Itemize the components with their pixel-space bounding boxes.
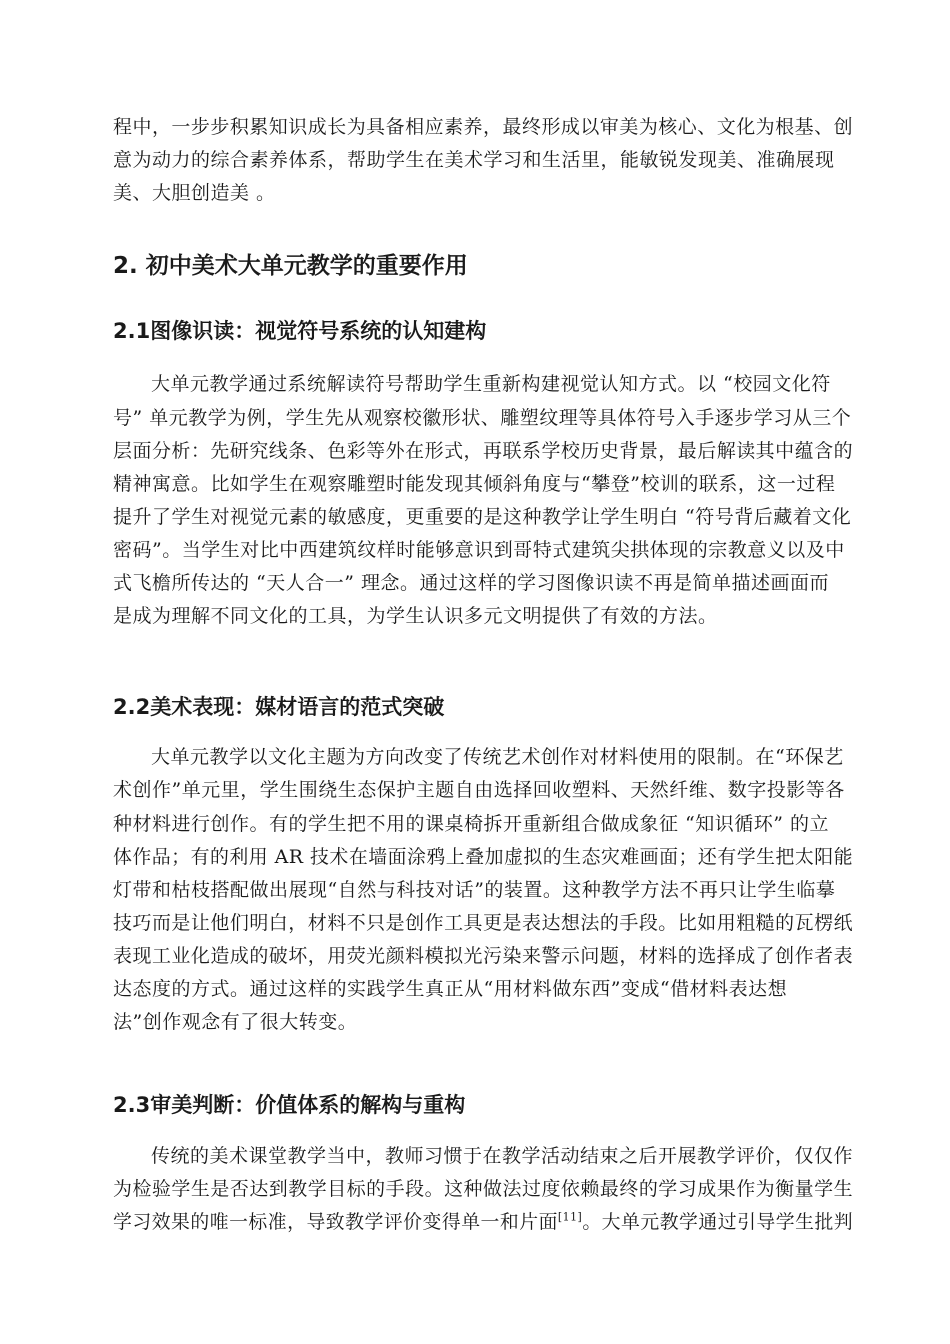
intro-line-2: 意为动力的综合素养体系，帮助学生在美术学习和生活里，能敏锐发现美、准确展现 xyxy=(113,149,835,171)
s22-line-4: 体作品；有的利用 AR 技术在墙面涂鸦上叠加虚拟的生态灾难画面；还有学生把太阳能 xyxy=(113,846,854,868)
s22-line-5: 灯带和枯枝搭配做出展现“自然与科技对话”的装置。这种教学方法不再只让学生临摹 xyxy=(113,879,836,901)
s23-line-3 xyxy=(113,1210,853,1234)
citation-11: [11] xyxy=(557,1210,583,1224)
s23-line-2: 为检验学生是否达到教学目标的手段。这种做法过度依赖最终的学习成果作为衡量学生 xyxy=(113,1178,854,1200)
s21-line-4: 精神寓意。比如学生在观察雕塑时能发现其倾斜角度与“攀登”校训的联系，这一过程 xyxy=(113,473,836,495)
s22-line-9: 法”创作观念有了很大转变。 xyxy=(113,1011,358,1033)
s21-line-5: 提升了学生对视觉元素的敏感度，更重要的是这种教学让学生明白 “符号背后藏着文化 xyxy=(113,506,852,528)
s21-line-1: 大单元教学通过系统解读符号帮助学生重新构建视觉认知方式。以 “校园文化符 xyxy=(151,373,831,395)
s21-line-3: 层面分析：先研究线条、色彩等外在形式，再联系学校历史背景，最后解读其中蕴含的 xyxy=(113,440,854,462)
s22-line-6: 技巧而是让他们明白，材料不只是创作工具更是表达想法的手段。比如用粗糙的瓦楞纸 xyxy=(113,912,854,934)
s22-line-3: 种材料进行创作。有的学生把不用的课桌椅拆开重新组合做成象征 “知识循环” 的立 xyxy=(113,813,830,835)
section-2-1-heading: 2.1图像识读：视觉符号系统的认知建构 xyxy=(113,319,487,343)
intro-line-3: 美、大胆创造美 。 xyxy=(113,182,276,204)
s21-line-8: 是成为理解不同文化的工具，为学生认识多元文明提供了有效的方法。 xyxy=(113,605,718,627)
s22-line-1: 大单元教学以文化主题为方向改变了传统艺术创作对材料使用的限制。在“环保艺 xyxy=(151,746,844,768)
s22-line-8: 达态度的方式。通过这样的实践学生真正从“用材料做东西”变成“借材料表达想 xyxy=(113,978,788,1000)
s22-line-2: 术创作”单元里，学生围绕生态保护主题自由选择回收塑料、天然纤维、数字投影等各 xyxy=(113,779,845,801)
s23-line-3-text-after: 。大单元教学通过引导学生批判 xyxy=(582,1211,854,1233)
s21-line-6: 密码”。当学生对比中西建筑纹样时能够意识到哥特式建筑尖拱体现的宗教意义以及中 xyxy=(113,539,845,561)
s23-line-3-text: 学习效果的唯一标准，导致教学评价变得单一和片面 xyxy=(113,1211,558,1233)
section-2-3-heading: 2.3审美判断：价值体系的解构与重构 xyxy=(113,1093,466,1117)
s21-line-7: 式飞檐所传达的 “天人合一” 理念。通过这样的学习图像识读不再是简单描述画面而 xyxy=(113,572,830,594)
s22-line-7: 表现工业化造成的破坏，用荧光颜料模拟光污染来警示问题，材料的选择成了创作者表 xyxy=(113,945,854,967)
s23-line-1: 传统的美术课堂教学当中，教师习惯于在教学活动结束之后开展教学评价，仅仅作 xyxy=(151,1145,854,1167)
section-2-heading: 2. 初中美术大单元教学的重要作用 xyxy=(113,253,468,279)
intro-line-1: 程中，一步步积累知识成长为具备相应素养，最终形成以审美为核心、文化为根基、创 xyxy=(113,116,854,138)
s21-line-2: 号” 单元教学为例，学生先从观察校徽形状、雕塑纹理等具体符号入手逐步学习从三个 xyxy=(113,407,852,429)
section-2-2-heading: 2.2美术表现：媒材语言的范式突破 xyxy=(113,695,445,719)
